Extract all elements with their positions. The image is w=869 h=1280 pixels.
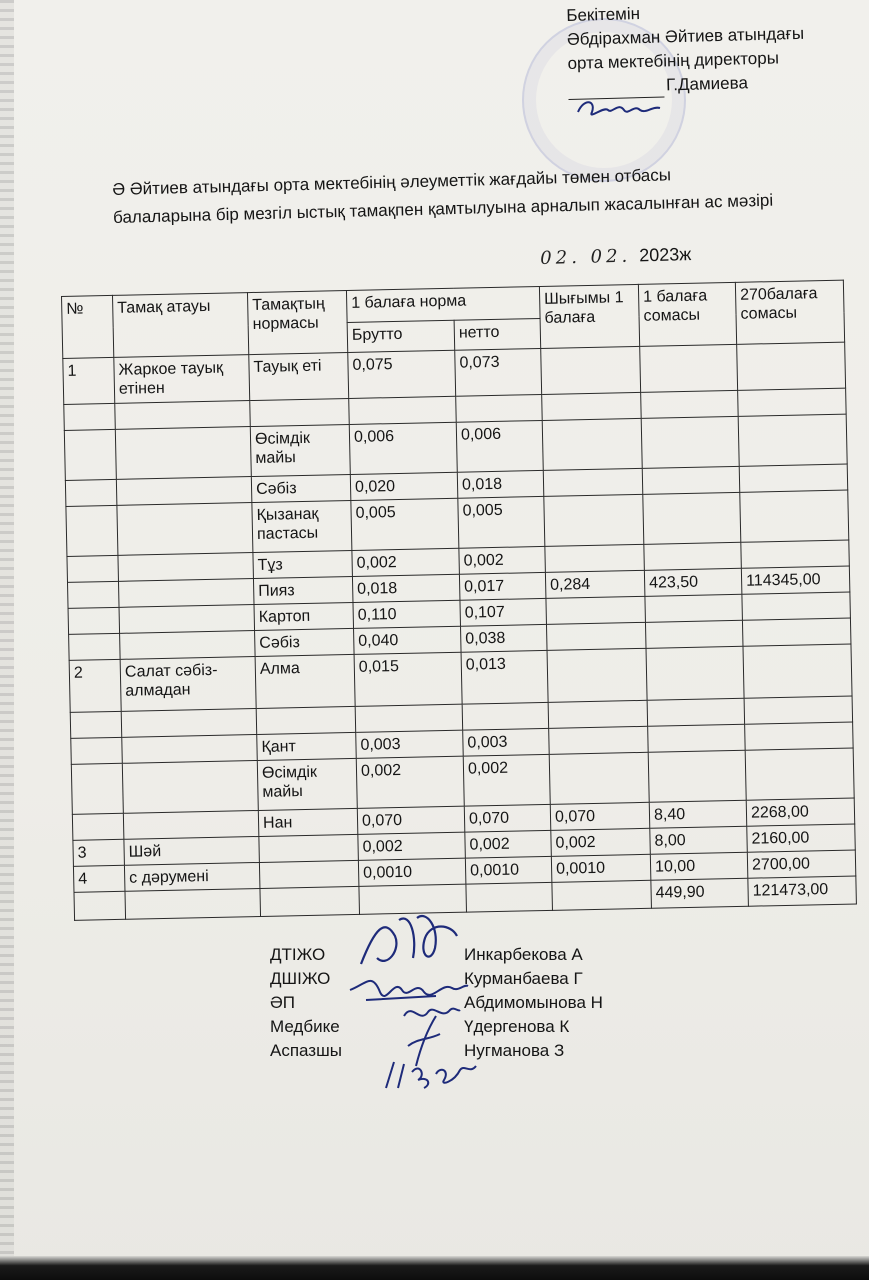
cell-brutto: 0,110 — [353, 600, 461, 628]
cell-cost-one — [641, 390, 739, 418]
cell-num — [65, 479, 117, 506]
cell-ingredient: Картоп — [254, 602, 354, 630]
header-cost-270: 270балаға сомасы — [735, 280, 844, 344]
cell-yield: 0,070 — [550, 802, 650, 830]
director-signature — [574, 92, 664, 122]
cell-cost-270 — [742, 618, 851, 646]
header-dish: Тамақ атауы — [112, 293, 248, 358]
cell-num — [64, 403, 116, 430]
cell-dish — [123, 810, 259, 839]
cell-num — [71, 763, 123, 814]
cell-cost-270 — [740, 490, 849, 542]
document-title — [112, 159, 774, 232]
cell-yield — [547, 648, 647, 702]
cell-cost-one — [647, 698, 745, 726]
header-per-child-norm: 1 балаға норма — [346, 286, 540, 322]
cell-num — [72, 813, 124, 840]
cell-yield — [544, 494, 644, 546]
cell-yield — [552, 880, 652, 910]
cell-cost-one — [643, 492, 741, 544]
signer-row — [270, 943, 630, 967]
cell-netto: 0,003 — [463, 728, 550, 756]
cell-ingredient: Алма — [255, 654, 355, 708]
header-yield: Шығымы 1 балаға — [539, 284, 639, 348]
cell-num: 3 — [73, 839, 125, 866]
title-line-1: Ә Әйтиев атындағы орта мектебінің әлеуметтік жағдайы төмен отбасы — [112, 165, 672, 199]
cell-ingredient — [259, 834, 359, 862]
cell-netto: 0,107 — [460, 598, 547, 626]
cell-brutto: 0,020 — [350, 472, 458, 500]
cell-ingredient: Сәбіз — [251, 474, 351, 502]
cell-cost-270: 121473,00 — [748, 876, 857, 906]
cell-num — [66, 505, 118, 556]
signer-row — [270, 1039, 630, 1063]
signer-role: ДТІЖО — [270, 945, 326, 964]
signer-role: ДШІЖО — [270, 969, 331, 988]
cell-cost-one — [640, 344, 738, 392]
cell-brutto: 0,075 — [348, 350, 456, 398]
cell-brutto — [349, 396, 457, 424]
cell-cost-270: 114345,00 — [741, 566, 850, 594]
cell-dish: Шәй — [124, 836, 260, 865]
cell-num — [67, 581, 119, 608]
cell-netto: 0,0010 — [465, 856, 552, 884]
cell-cost-one: 8,40 — [649, 800, 747, 828]
cell-dish — [120, 631, 256, 660]
cell-yield — [543, 468, 643, 496]
cell-cost-one — [646, 646, 744, 700]
signer-name: Үдергенова К — [464, 1017, 570, 1036]
cell-cost-270 — [738, 388, 847, 416]
cell-brutto: 0,015 — [354, 652, 462, 706]
cell-netto — [456, 394, 543, 422]
cell-yield — [545, 544, 645, 572]
cell-ingredient: Сәбіз — [255, 628, 355, 656]
cell-yield — [548, 700, 648, 728]
approval-block — [566, 0, 806, 100]
cell-ingredient — [260, 886, 360, 916]
cell-netto: 0,038 — [461, 624, 548, 652]
signer-role: Медбике — [270, 1017, 340, 1036]
cell-cost-one — [642, 466, 740, 494]
cell-num — [68, 607, 120, 634]
cell-dish — [115, 401, 251, 430]
cell-cost-270 — [745, 722, 854, 750]
cell-ingredient: Өсімдік майы — [257, 758, 357, 810]
cell-cost-270 — [745, 748, 854, 800]
approval-school: Әбдірахман Әйтиев атындағы — [566, 23, 805, 49]
cell-yield — [542, 418, 642, 470]
cell-num — [71, 737, 123, 764]
cell-cost-one — [645, 594, 743, 622]
cell-netto: 0,002 — [459, 546, 546, 574]
cell-num — [69, 633, 121, 660]
cell-ingredient: Нан — [258, 808, 358, 836]
cell-num: 2 — [69, 659, 121, 712]
scan-edge-bottom — [0, 1256, 869, 1280]
cell-brutto — [355, 704, 463, 732]
cell-num: 4 — [73, 865, 125, 892]
cell-cost-270 — [737, 342, 846, 390]
signer-role: Аспазшы — [270, 1041, 342, 1060]
cell-netto: 0,017 — [459, 572, 546, 600]
cell-yield — [549, 752, 649, 804]
signer-row — [270, 991, 630, 1015]
cell-num — [70, 711, 122, 738]
cell-brutto: 0,006 — [349, 422, 457, 474]
cell-yield — [541, 346, 641, 394]
approval-heading: Бекітемін — [566, 4, 641, 25]
cell-netto: 0,002 — [465, 830, 552, 858]
cell-dish — [119, 605, 255, 634]
cell-netto: 0,070 — [464, 804, 551, 832]
cell-cost-270: 2700,00 — [747, 850, 856, 878]
title-line-2: балаларына бір мезгіл ыстық тамақпен қамтылуына арналып жасалынған ас мәзірі — [112, 190, 774, 227]
cell-brutto: 0,002 — [352, 548, 460, 576]
date-handwritten: 02. 02. — [540, 245, 632, 269]
cell-netto — [462, 702, 549, 730]
signer-name: Абдимомынова Н — [464, 993, 603, 1012]
cell-dish: с дәрумені — [124, 862, 260, 891]
header-num: № — [62, 295, 114, 358]
cell-num — [74, 891, 126, 920]
cell-dish — [125, 888, 261, 919]
cell-cost-270 — [738, 414, 847, 466]
cell-ingredient: Өсімдік майы — [250, 424, 350, 476]
cell-ingredient: Тауық еті — [249, 353, 349, 401]
cell-yield — [549, 726, 649, 754]
cell-netto: 0,018 — [457, 470, 544, 498]
scan-edge-left — [0, 0, 14, 1280]
cell-cost-one — [648, 724, 746, 752]
cell-netto: 0,005 — [458, 496, 545, 548]
cell-ingredient: Қызанақ пастасы — [252, 500, 352, 552]
cell-cost-270 — [743, 644, 852, 698]
cell-ingredient — [250, 398, 350, 426]
cell-brutto: 0,002 — [356, 756, 464, 808]
date-year: 2023ж — [638, 244, 692, 266]
cell-netto — [466, 882, 553, 912]
cell-dish — [118, 579, 254, 608]
header-netto: нетто — [454, 319, 541, 351]
cell-dish: Салат сәбіз-алмадан — [120, 657, 256, 712]
cell-brutto: 0,003 — [356, 730, 464, 758]
cell-dish — [116, 477, 252, 506]
cell-yield — [546, 596, 646, 624]
cell-cost-one: 8,00 — [650, 826, 748, 854]
cell-cost-270: 2268,00 — [746, 798, 855, 826]
cell-yield: 0,0010 — [551, 854, 651, 882]
cell-netto: 0,013 — [461, 650, 548, 704]
cell-cost-one: 10,00 — [650, 852, 748, 880]
cell-brutto: 0,070 — [357, 806, 465, 834]
cell-cost-270 — [739, 464, 848, 492]
signer-name: Нугманова З — [464, 1041, 565, 1060]
cell-dish — [122, 734, 258, 763]
cell-ingredient: Тұз — [253, 550, 353, 578]
cell-dish — [117, 503, 253, 556]
cell-cost-270 — [744, 696, 853, 724]
cell-cost-one — [645, 620, 743, 648]
cell-dish — [115, 427, 251, 480]
cell-num: 1 — [63, 357, 115, 404]
cell-netto: 0,073 — [455, 348, 542, 396]
cell-brutto: 0,002 — [358, 832, 466, 860]
document-date — [540, 244, 692, 269]
signer-name: Курманбаева Г — [464, 969, 583, 988]
cell-netto: 0,006 — [456, 420, 543, 472]
cell-cost-270: 2160,00 — [747, 824, 856, 852]
cell-ingredient — [259, 860, 359, 888]
cell-brutto: 0,005 — [351, 498, 459, 550]
cell-yield: 0,002 — [551, 828, 651, 856]
cell-cost-270 — [741, 540, 850, 568]
cell-netto: 0,002 — [463, 754, 550, 806]
cell-cost-one — [641, 416, 739, 468]
cell-yield — [546, 622, 646, 650]
signer-role: ӘП — [270, 993, 296, 1012]
signer-row — [270, 967, 630, 991]
cell-brutto: 0,018 — [352, 574, 460, 602]
cell-cost-270 — [742, 592, 851, 620]
cell-ingredient: Қант — [257, 732, 357, 760]
cell-cost-one — [644, 542, 742, 570]
cell-dish — [122, 760, 258, 813]
approval-position: орта мектебінің директоры — [567, 48, 780, 73]
cell-dish — [118, 553, 254, 582]
cell-ingredient — [256, 706, 356, 734]
cell-yield — [542, 392, 642, 420]
cell-ingredient: Пияз — [253, 576, 353, 604]
header-cost-one: 1 балаға сомасы — [638, 282, 736, 346]
cell-brutto: 0,0010 — [358, 858, 466, 886]
cell-dish — [121, 709, 257, 738]
header-norm: Тамақтың нормасы — [247, 291, 347, 355]
menu-table-body — [63, 342, 857, 920]
cell-dish: Жаркое тауық етінен — [114, 355, 250, 404]
cell-brutto: 0,040 — [354, 626, 462, 654]
cell-cost-one: 423,50 — [644, 568, 742, 596]
signer-name: Инкарбекова А — [464, 945, 583, 964]
cell-yield: 0,284 — [545, 570, 645, 598]
cell-num — [64, 429, 116, 480]
signer-row — [270, 1015, 630, 1039]
menu-table — [61, 280, 857, 921]
cell-cost-one — [648, 750, 746, 802]
header-brutto: Брутто — [347, 320, 455, 352]
cell-num — [67, 555, 119, 582]
signers-block — [270, 943, 630, 1063]
cell-cost-one: 449,90 — [651, 878, 749, 908]
director-name: Г.Дамиева — [665, 73, 749, 95]
